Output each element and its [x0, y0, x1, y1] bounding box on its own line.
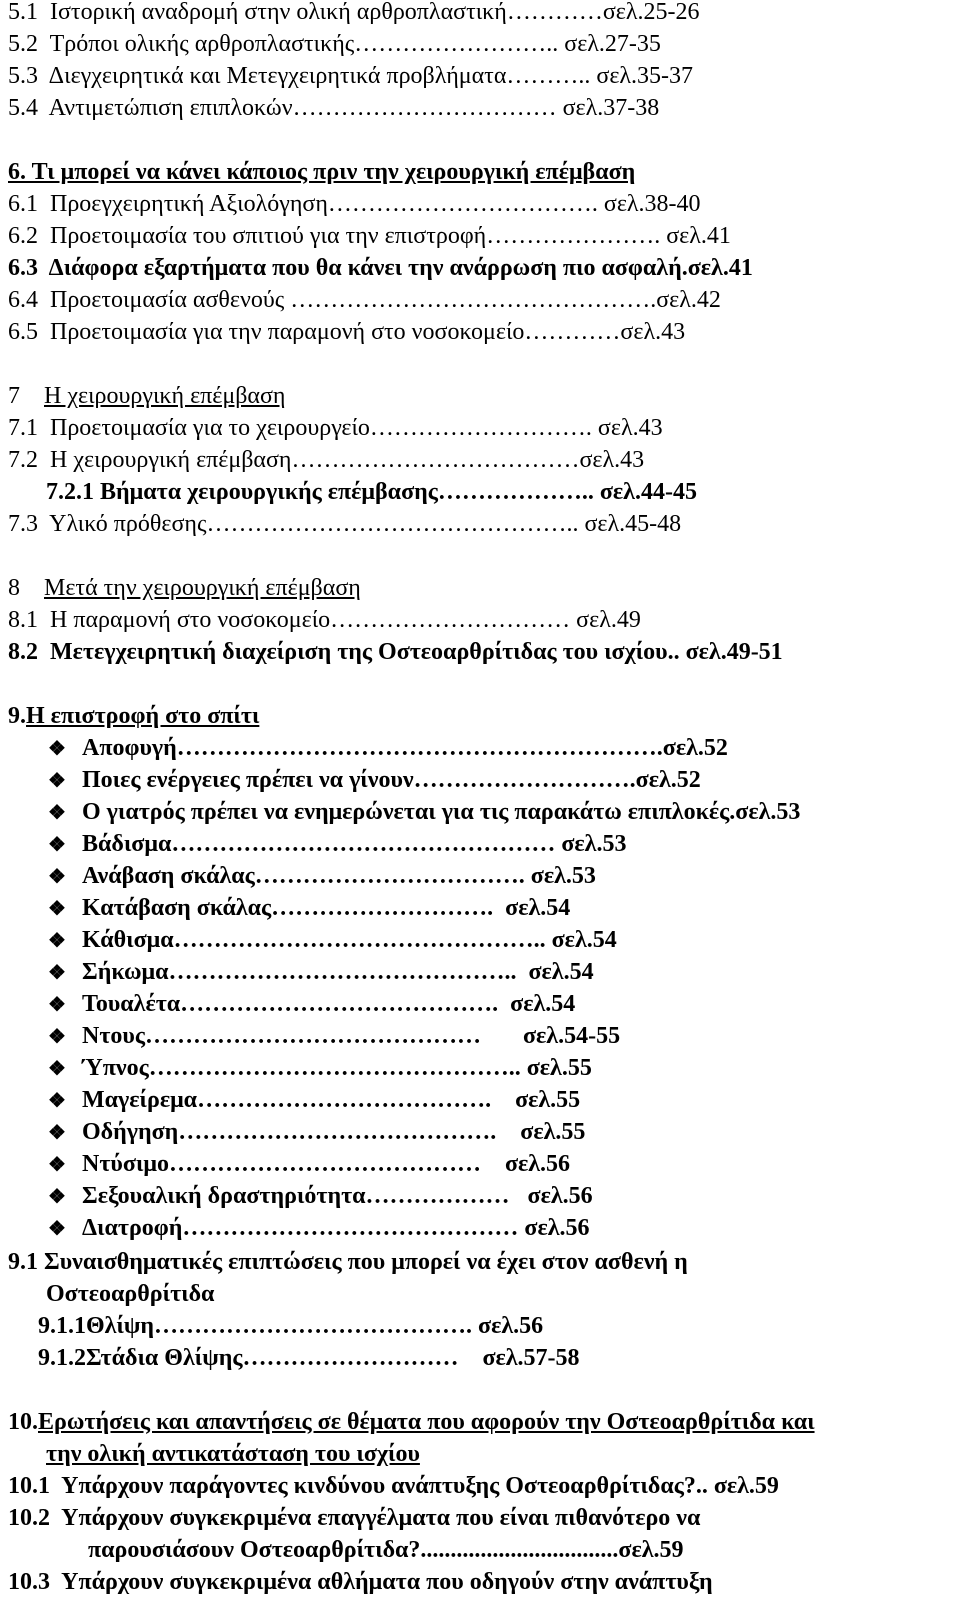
toc-entry: 8.2 Μετεγχειρητική διαχείριση της Οστεοαρθρίτιδας του ισχίου.. σελ.49-51 — [8, 639, 783, 665]
toc-entry: 6.5 Προετοιμασία για την παραμονή στο νοσοκομείο…………σελ.43 — [8, 319, 686, 345]
toc-entry: 10.2 Υπάρχουν συγκεκριμένα επαγγέλματα που είναι πιθανότερο να — [8, 1505, 701, 1531]
toc-entry: 5.1 Ιστορική αναδρομή στην ολική αρθροπλαστική…………σελ.25-26 — [8, 0, 700, 25]
toc-section-heading — [8, 700, 259, 732]
toc-section-heading — [8, 572, 361, 604]
toc-entry: 7.2 Η χειρουργική επέμβαση………………………………σελ.43 — [8, 447, 645, 473]
bullet-text: Κάθισμα……………………………………….. σελ.54 — [82, 927, 617, 953]
bullet-text: Κατάβαση σκάλας………………………. σελ.54 — [82, 895, 571, 921]
diamond-bullet-icon: ❖ — [48, 1218, 66, 1240]
toc-entry: παρουσιάσουν Οστεοαρθρίτιδα?.................................σελ.59 — [88, 1537, 684, 1563]
toc-section-heading — [8, 1406, 815, 1438]
bullet-text: Ανάβαση σκάλας……………………………. σελ.53 — [82, 863, 596, 889]
bullet-item — [48, 924, 617, 956]
bullet-text: Οδήγηση…………………………………. σελ.55 — [82, 1119, 586, 1145]
bullet-item — [48, 956, 594, 988]
diamond-bullet-icon: ❖ — [48, 1058, 66, 1080]
toc-entry: 7.1 Προετοιμασία για το χειρουργείο………………………. σελ.43 — [8, 415, 663, 441]
bullet-text: Τουαλέτα…………………………………. σελ.54 — [82, 991, 576, 1017]
toc-entry: 6.3 Διάφορα εξαρτήματα που θα κάνει την ανάρρωση πιο ασφαλή.σελ.41 — [8, 255, 753, 281]
bullet-item — [48, 1020, 620, 1052]
section-title: Η επιστροφή στο σπίτι — [26, 703, 260, 729]
bullet-text: Σεξουαλική δραστηριότητα……………… σελ.56 — [82, 1183, 593, 1209]
toc-entry: 9.1 Συναισθηματικές επιπτώσεις που μπορεί να έχει στον ασθενή η — [8, 1249, 688, 1275]
diamond-bullet-icon: ❖ — [48, 834, 66, 856]
bullet-item — [48, 1116, 585, 1148]
toc-entry: Οστεοαρθρίτιδα — [46, 1281, 215, 1307]
toc-entry: 7.2.1 Βήματα χειρουργικής επέμβασης……………….. σελ.44-45 — [46, 479, 697, 505]
bullet-item — [48, 732, 728, 764]
toc-entry: 7.3 Υλικό πρόθεσης……………………………………….. σελ.45-48 — [8, 511, 682, 537]
bullet-item — [48, 1180, 593, 1212]
diamond-bullet-icon: ❖ — [48, 1154, 66, 1176]
bullet-item — [48, 1212, 590, 1244]
bullet-item — [48, 860, 596, 892]
bullet-text: Διατροφή…………………………………… σελ.56 — [82, 1215, 590, 1241]
toc-entry: 10.3 Υπάρχουν συγκεκριμένα αθλήματα που οδηγούν στην ανάπτυξη — [8, 1569, 713, 1595]
diamond-bullet-icon: ❖ — [48, 898, 66, 920]
bullet-text: Μαγείρεμα………………………………. σελ.55 — [82, 1087, 581, 1113]
diamond-bullet-icon: ❖ — [48, 770, 66, 792]
toc-entry: 9.1.1Θλίψη…………………………………. σελ.56 — [38, 1313, 544, 1339]
section-number: 7 — [8, 383, 44, 409]
bullet-text: Αποφυγή…………………………………………………….σελ.52 — [82, 735, 728, 761]
toc-entry: 10.1 Υπάρχουν παράγοντες κινδύνου ανάπτυξης Οστεοαρθρίτιδας?.. σελ.59 — [8, 1473, 779, 1499]
toc-section-heading: 6. Τι μπορεί να κάνει κάποιος πριν την χειρουργική επέμβαση — [8, 159, 636, 185]
diamond-bullet-icon: ❖ — [48, 994, 66, 1016]
bullet-item — [48, 1052, 592, 1084]
bullet-text: Ντύσιμο………………………………… σελ.56 — [82, 1151, 571, 1177]
section-title: Μετά την χειρουργική επέμβαση — [44, 575, 361, 601]
section-number: 10. — [8, 1409, 38, 1435]
toc-entry: 8.1 Η παραμονή στο νοσοκομείο………………………… σελ.49 — [8, 607, 641, 633]
diamond-bullet-icon: ❖ — [48, 1122, 66, 1144]
section-title: Ερωτήσεις και απαντήσεις σε θέματα που αφορούν την Οστεοαρθρίτιδα και — [38, 1409, 815, 1435]
bullet-text: Βάδισμα………………………………………… σελ.53 — [82, 831, 627, 857]
diamond-bullet-icon: ❖ — [48, 1186, 66, 1208]
bullet-text: Ποιες ενέργειες πρέπει να γίνουν……………………….σελ.52 — [82, 767, 701, 793]
toc-entry: 6.1 Προεγχειρητική Αξιολόγηση……………………………. σελ.38-40 — [8, 191, 701, 217]
bullet-text: Ντους…………………………………… σελ.54-55 — [82, 1023, 621, 1049]
diamond-bullet-icon: ❖ — [48, 1090, 66, 1112]
bullet-item — [48, 796, 800, 828]
bullet-text: Ύπνος……………………………………….. σελ.55 — [82, 1055, 592, 1081]
bullet-text: Σήκωμα…………………………………….. σελ.54 — [82, 959, 594, 985]
diamond-bullet-icon: ❖ — [48, 1026, 66, 1048]
bullet-text: Ο γιατρός πρέπει να ενημερώνεται για τις παρακάτω επιπλοκές.σελ.53 — [82, 799, 801, 825]
toc-entry: 9.1.2Στάδια Θλίψης……………………… σελ.57-58 — [38, 1345, 580, 1371]
bullet-item — [48, 1084, 580, 1116]
toc-entry: 5.2 Τρόποι ολικής αρθροπλαστικής…………………….. σελ.27-35 — [8, 31, 661, 57]
bullet-item — [48, 764, 701, 796]
toc-entry: 6.2 Προετοιμασία του σπιτιού για την επιστροφή…………………. σελ.41 — [8, 223, 731, 249]
bullet-item — [48, 892, 570, 924]
diamond-bullet-icon: ❖ — [48, 866, 66, 888]
diamond-bullet-icon: ❖ — [48, 930, 66, 952]
bullet-item — [48, 988, 575, 1020]
bullet-item — [48, 828, 626, 860]
diamond-bullet-icon: ❖ — [48, 962, 66, 984]
toc-section-heading-continued: την ολική αντικατάσταση του ισχίου — [46, 1441, 420, 1467]
toc-entry: 5.4 Αντιμετώπιση επιπλοκών…………………………… σελ.37-38 — [8, 95, 660, 121]
section-number: 9. — [8, 703, 26, 729]
section-title: Η χειρουργική επέμβαση — [44, 383, 286, 409]
diamond-bullet-icon: ❖ — [48, 802, 66, 824]
toc-entry: 6.4 Προετοιμασία ασθενούς ……………………………………….σελ.42 — [8, 287, 721, 313]
toc-entry: 5.3 Διεγχειρητικά και Μετεγχειρητικά προβλήματα……….. σελ.35-37 — [8, 63, 694, 89]
diamond-bullet-icon: ❖ — [48, 738, 66, 760]
toc-section-heading — [8, 380, 285, 412]
section-number: 8 — [8, 575, 44, 601]
bullet-item — [48, 1148, 570, 1180]
